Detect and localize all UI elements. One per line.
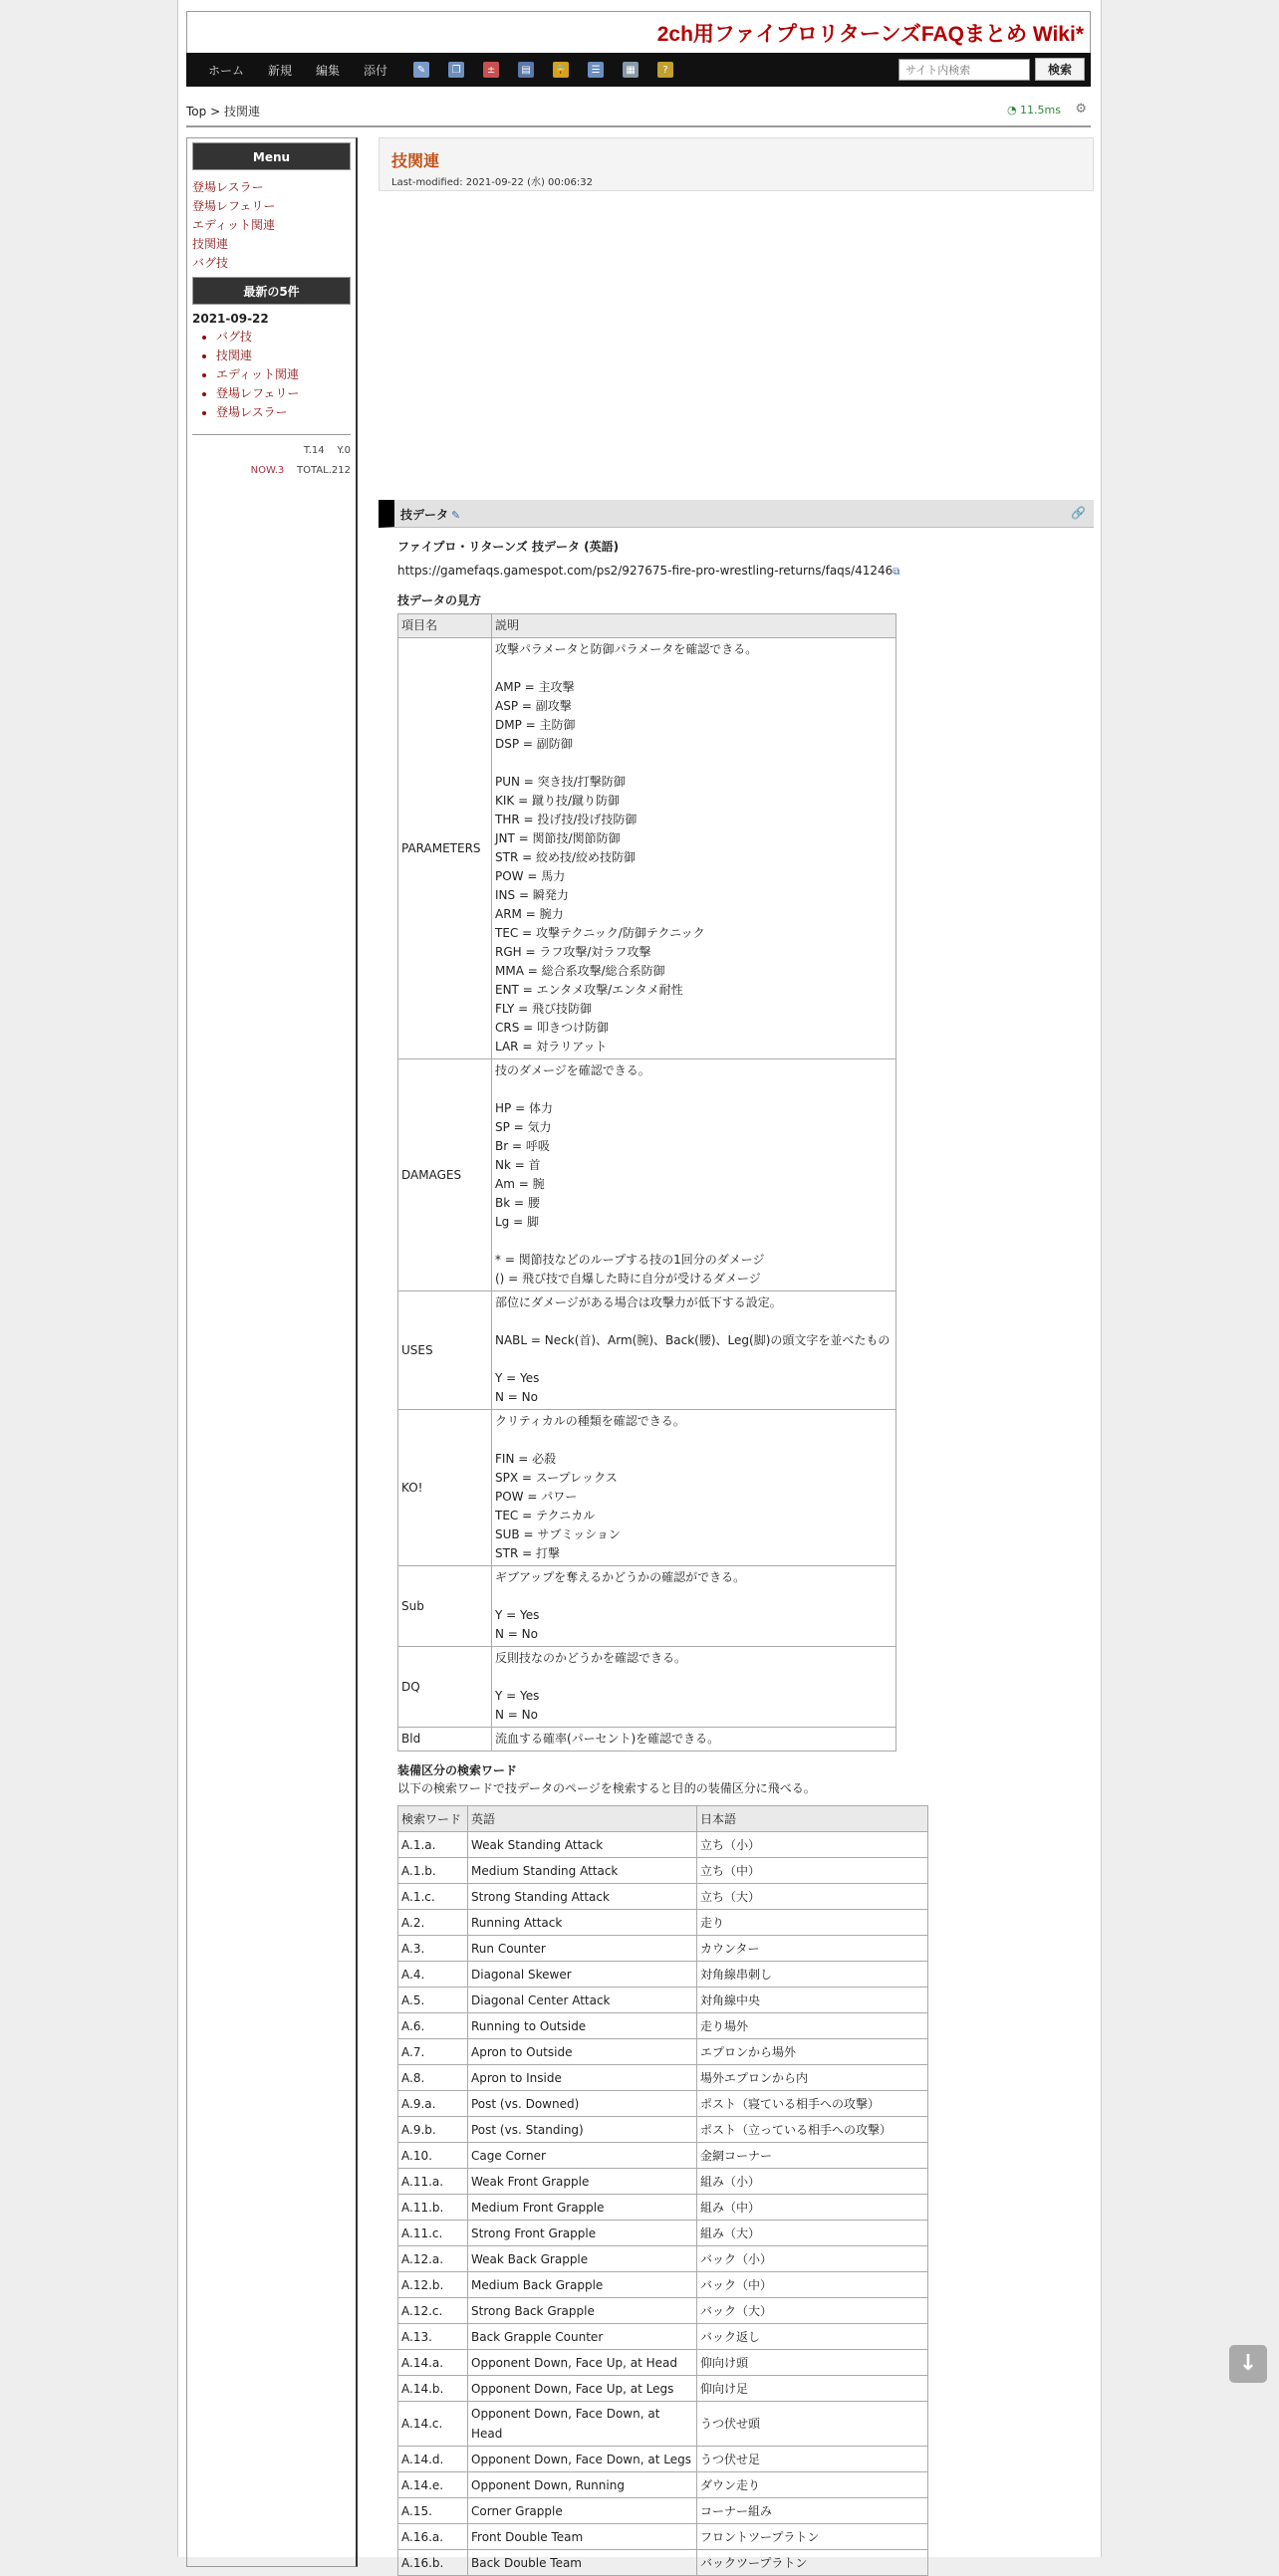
table-cell: クリティカルの種類を確認できる。 FIN = 必殺 SPX = スープレックス POW = パワー TEC = テクニカル SUB = サブミッション STR = 打撃 — [492, 1410, 896, 1566]
table-cell: Apron to Outside — [468, 2039, 697, 2065]
table-cell: DAMAGES — [398, 1059, 492, 1291]
counter-total: TOTAL.212 — [297, 465, 351, 476]
table-cell: A.11.b. — [398, 2195, 468, 2221]
table-header-row — [398, 1806, 928, 1832]
table-cell: A.2. — [398, 1910, 468, 1936]
table-cell: 組み（中） — [697, 2195, 928, 2221]
table-cell: A.11.c. — [398, 2221, 468, 2246]
table-row — [398, 1059, 896, 1291]
table-header: 英語 — [468, 1806, 697, 1832]
table-cell: A.14.d. — [398, 2447, 468, 2472]
table-cell: A.1.b. — [398, 1858, 468, 1884]
table-cell: 技のダメージを確認できる。 HP = 体力 SP = 気力 Br = 呼吸 Nk = 首 Am = 腕 Bk = 腰 Lg = 脚 * = 関節技などのループする技の1回分のダメージ () = 飛び技で自爆した時に自分が受けるダメージ — [492, 1059, 896, 1291]
table-cell: 部位にダメージがある場合は攻撃力が低下する設定。 NABL = Neck(首)、Arm(腕)、Back(腰)、Leg(脚)の頭文字を並べたもの Y = Yes N = No — [492, 1291, 896, 1410]
page-wrapper — [177, 0, 1102, 2570]
table-row — [398, 1566, 896, 1647]
subheading-move-data: ファイプロ・リターンズ 技データ (英語) — [397, 540, 620, 554]
breadcrumb-top[interactable]: Top — [186, 105, 207, 118]
recent-item[interactable]: • 登場レスラー — [216, 403, 351, 422]
new-page-icon[interactable]: ✎ — [413, 62, 429, 78]
legend-table — [397, 613, 896, 1752]
render-time: ◔ 11.5ms — [1006, 104, 1061, 117]
table-row — [398, 1884, 928, 1910]
table-row — [398, 1858, 928, 1884]
table-row — [398, 2117, 928, 2143]
table-cell: Diagonal Skewer — [468, 1962, 697, 1988]
table-cell: カウンター — [697, 1936, 928, 1962]
table-cell: 流血する確率(パーセント)を確認できる。 — [492, 1728, 896, 1752]
table-cell: Medium Front Grapple — [468, 2195, 697, 2221]
table-cell: Strong Standing Attack — [468, 1884, 697, 1910]
table-cell: Running Attack — [468, 1910, 697, 1936]
table-cell: Post (vs. Downed) — [468, 2091, 697, 2117]
table-row — [398, 2298, 928, 2324]
backup-icon[interactable]: ▤ — [518, 62, 534, 78]
table-cell: Front Double Team — [468, 2524, 697, 2550]
table-cell: KO! — [398, 1410, 492, 1566]
table-row — [398, 2472, 928, 2498]
search-words-description: 以下の検索ワードで技データのページを検索すると目的の装備区分に飛べる。 — [397, 1781, 816, 1795]
table-cell: 組み（小） — [697, 2169, 928, 2195]
last-modified: Last-modified: 2021-09-22 (水) 00:06:32 — [391, 177, 593, 188]
table-cell: Bld — [398, 1728, 492, 1752]
table-row — [398, 1728, 896, 1752]
table-row — [398, 2065, 928, 2091]
recent-heading: 最新の5件 — [192, 277, 351, 305]
table-cell: USES — [398, 1291, 492, 1410]
table-row — [398, 2272, 928, 2298]
freeze-icon[interactable]: 🔒 — [553, 62, 569, 78]
table-row — [398, 2524, 928, 2550]
table-cell: ダウン走り — [697, 2472, 928, 2498]
table-cell: エプロンから場外 — [697, 2039, 928, 2065]
table-cell: Opponent Down, Face Up, at Head — [468, 2350, 697, 2376]
menu-heading: Menu — [192, 142, 351, 170]
title-box — [379, 137, 1094, 191]
subheading-search-words: 装備区分の検索ワード — [397, 1763, 518, 1777]
table-cell: Opponent Down, Face Up, at Legs — [468, 2376, 697, 2402]
table-cell: A.13. — [398, 2324, 468, 2350]
table-row — [398, 2350, 928, 2376]
table-row — [398, 2091, 928, 2117]
search-word-table — [397, 1805, 928, 2576]
recent-date: 2021-09-22 — [192, 312, 269, 326]
table-cell: Run Counter — [468, 1936, 697, 1962]
table-row — [398, 2195, 928, 2221]
table-cell: 場外エプロンから内 — [697, 2065, 928, 2091]
table-header: 日本語 — [697, 1806, 928, 1832]
table-cell: Weak Standing Attack — [468, 1832, 697, 1858]
nav-new[interactable]: 新規 — [268, 63, 293, 78]
section-heading: 技データ ✎ 🔗 — [379, 500, 1094, 528]
table-cell: 立ち（小） — [697, 1832, 928, 1858]
search-word-table-body — [398, 1832, 928, 2576]
table-row — [398, 2221, 928, 2246]
sidebar-menu — [186, 137, 358, 2567]
table-cell: 仰向け足 — [697, 2376, 928, 2402]
table-row — [398, 2550, 928, 2576]
table-cell: Post (vs. Standing) — [468, 2117, 697, 2143]
menu-list — [192, 170, 351, 277]
diff-icon[interactable]: ± — [483, 62, 499, 78]
table-cell: Sub — [398, 1566, 492, 1647]
table-row — [398, 1910, 928, 1936]
table-header: 説明 — [492, 614, 896, 638]
table-cell: コーナー組み — [697, 2498, 928, 2524]
menu-item-referees[interactable]: 登場レフェリー — [192, 199, 276, 213]
table-cell: Back Double Team — [468, 2550, 697, 2576]
table-row — [398, 1988, 928, 2013]
link-icon[interactable]: 🔗 — [1071, 506, 1086, 520]
table-row — [398, 2013, 928, 2039]
table-cell: Weak Front Grapple — [468, 2169, 697, 2195]
section-body — [379, 538, 1094, 2576]
scroll-to-bottom-button[interactable] — [1229, 2345, 1267, 2383]
main-content — [379, 137, 1094, 2576]
table-cell: A.12.c. — [398, 2298, 468, 2324]
table-cell: A.9.a. — [398, 2091, 468, 2117]
table-row — [398, 2498, 928, 2524]
table-cell: Diagonal Center Attack — [468, 1988, 697, 2013]
table-row — [398, 1410, 896, 1566]
help-icon[interactable]: ? — [657, 62, 673, 78]
gear-icon[interactable]: ⚙ — [1075, 102, 1087, 117]
menu-item-bugs[interactable]: バグ技 — [192, 256, 229, 270]
counter-yesterday: Y.0 — [337, 445, 351, 456]
table-cell: うつ伏せ足 — [697, 2447, 928, 2472]
table-cell: Opponent Down, Running — [468, 2472, 697, 2498]
recent-icon[interactable]: ▦ — [623, 62, 639, 78]
external-link-icon: ⧉ — [893, 567, 900, 578]
nav-bar — [186, 53, 1091, 87]
pencil-icon[interactable]: ✎ — [451, 509, 461, 522]
table-cell: フロントツープラトン — [697, 2524, 928, 2550]
table-cell: Cage Corner — [468, 2143, 697, 2169]
table-cell: A.6. — [398, 2013, 468, 2039]
recent-item[interactable]: • 登場レフェリー — [216, 384, 351, 403]
table-cell: Back Grapple Counter — [468, 2324, 697, 2350]
table-cell: Weak Back Grapple — [468, 2246, 697, 2272]
page-title[interactable]: 技関連 — [391, 151, 440, 170]
table-row — [398, 2447, 928, 2472]
recent-item[interactable]: • エディット関連 — [216, 365, 351, 384]
table-row — [398, 1832, 928, 1858]
table-header: 検索ワード — [398, 1806, 468, 1832]
table-row — [398, 2039, 928, 2065]
table-cell: バックツープラトン — [697, 2550, 928, 2576]
table-row — [398, 2324, 928, 2350]
table-cell: A.14.a. — [398, 2350, 468, 2376]
table-cell: うつ伏せ頭 — [697, 2402, 928, 2447]
table-cell: Strong Back Grapple — [468, 2298, 697, 2324]
nav-home[interactable]: ホーム — [208, 63, 245, 78]
table-cell: A.1.c. — [398, 1884, 468, 1910]
counter-now: NOW.3 — [250, 465, 285, 476]
recent-list — [192, 328, 351, 422]
search-input[interactable] — [898, 59, 1030, 81]
breadcrumb-current: 技関連 — [223, 105, 260, 118]
table-cell: A.15. — [398, 2498, 468, 2524]
table-row — [398, 1647, 896, 1728]
table-header: 項目名 — [398, 614, 492, 638]
table-cell: 反則技なのかどうかを確認できる。 Y = Yes N = No — [492, 1647, 896, 1728]
table-cell: A.7. — [398, 2039, 468, 2065]
table-cell: PARAMETERS — [398, 638, 492, 1059]
table-row — [398, 638, 896, 1059]
menu-item-edit[interactable]: エディット関連 — [192, 218, 276, 232]
table-row — [398, 2376, 928, 2402]
table-cell: DQ — [398, 1647, 492, 1728]
table-cell: 組み（大） — [697, 2221, 928, 2246]
table-cell: 対角線中央 — [697, 1988, 928, 2013]
table-cell: A.16.a. — [398, 2524, 468, 2550]
menu-item-wrestlers[interactable]: 登場レスラー — [192, 180, 264, 194]
table-header-row — [398, 614, 896, 638]
site-header — [186, 11, 1091, 53]
nav-attach[interactable]: 添付 — [364, 63, 388, 78]
subheading-how-to-read: 技データの見方 — [397, 593, 482, 607]
arrow-down-icon: ↓ — [1238, 2351, 1258, 2376]
table-cell: バック（中） — [697, 2272, 928, 2298]
recent-item[interactable]: • バグ技 — [216, 328, 351, 347]
table-cell: A.10. — [398, 2143, 468, 2169]
menu-item-moves[interactable]: 技関連 — [192, 237, 229, 251]
table-cell: 立ち（大） — [697, 1884, 928, 1910]
gamefaqs-link[interactable]: https://gamefaqs.gamespot.com/ps2/927675-fire-pro-wrestling-returns/faqs/41246⧉ — [397, 564, 900, 578]
table-cell: Strong Front Grapple — [468, 2221, 697, 2246]
speedometer-icon: ◔ — [1006, 104, 1017, 117]
search-button[interactable]: 検索 — [1035, 58, 1085, 81]
ad-space — [379, 191, 1094, 500]
table-cell: A.14.e. — [398, 2472, 468, 2498]
table-row — [398, 1936, 928, 1962]
table-cell: A.1.a. — [398, 1832, 468, 1858]
table-cell: A.11.a. — [398, 2169, 468, 2195]
table-cell: ポスト（寝ている相手への攻撃） — [697, 2091, 928, 2117]
table-cell: Opponent Down, Face Down, at Legs — [468, 2447, 697, 2472]
list-icon[interactable]: ☰ — [588, 62, 604, 78]
recent-item[interactable]: • 技関連 — [216, 347, 351, 365]
table-row — [398, 2246, 928, 2272]
table-cell: 仰向け頭 — [697, 2350, 928, 2376]
copy-page-icon[interactable]: ❐ — [448, 62, 464, 78]
table-cell: Running to Outside — [468, 2013, 697, 2039]
table-cell: A.14.b. — [398, 2376, 468, 2402]
table-cell: バック返し — [697, 2324, 928, 2350]
table-cell: 立ち（中） — [697, 1858, 928, 1884]
table-row — [398, 1291, 896, 1410]
site-title[interactable]: 2ch用ファイプロリターンズFAQまとめ Wiki* — [656, 23, 1084, 46]
table-row — [398, 2402, 928, 2447]
table-cell: A.9.b. — [398, 2117, 468, 2143]
table-cell: A.14.c. — [398, 2402, 468, 2447]
table-cell: 走り場外 — [697, 2013, 928, 2039]
nav-edit[interactable]: 編集 — [316, 63, 341, 78]
table-cell: ポスト（立っている相手への攻撃） — [697, 2117, 928, 2143]
table-cell: 攻撃パラメータと防御パラメータを確認できる。 AMP = 主攻撃 ASP = 副攻撃 DMP = 主防御 DSP = 副防御 PUN = 突き技/打撃防御 KIK = 蹴り技/蹴り防御 THR = 投げ技/投げ技防御 JNT = 関節技/関節防御 STR = 絞め技/絞め技防御 POW = 馬力 INS = 瞬発力 ARM = 腕力 TEC = 攻撃テクニック/防御テクニック RGH = ラフ攻撃/対ラフ攻撃 MMA = 総合系攻撃/総合系防御 ENT = エンタメ攻撃/エンタメ耐性 FLY = 飛び技防御 CRS = 叩きつけ防御 LAR = 対ラリアット — [492, 638, 896, 1059]
breadcrumb — [186, 98, 1091, 127]
table-cell: Opponent Down, Face Down, at Head — [468, 2402, 697, 2447]
table-cell: ギブアップを奪えるかどうかの確認ができる。 Y = Yes N = No — [492, 1566, 896, 1647]
breadcrumb-separator: > — [206, 105, 224, 118]
table-cell: バック（大） — [697, 2298, 928, 2324]
table-cell: 対角線串刺し — [697, 1962, 928, 1988]
table-cell: A.3. — [398, 1936, 468, 1962]
table-cell: A.12.a. — [398, 2246, 468, 2272]
table-cell: バック（小） — [697, 2246, 928, 2272]
table-row — [398, 1962, 928, 1988]
table-cell: A.12.b. — [398, 2272, 468, 2298]
table-row — [398, 2143, 928, 2169]
table-cell: Medium Back Grapple — [468, 2272, 697, 2298]
table-cell: A.4. — [398, 1962, 468, 1988]
table-cell: Corner Grapple — [468, 2498, 697, 2524]
table-cell: A.8. — [398, 2065, 468, 2091]
table-cell: Medium Standing Attack — [468, 1858, 697, 1884]
counter-today: T.14 — [303, 445, 325, 456]
access-counter — [192, 434, 351, 481]
table-cell: A.16.b. — [398, 2550, 468, 2576]
table-row — [398, 2169, 928, 2195]
table-cell: A.5. — [398, 1988, 468, 2013]
table-cell: 金網コーナー — [697, 2143, 928, 2169]
table-cell: 走り — [697, 1910, 928, 1936]
table-cell: Apron to Inside — [468, 2065, 697, 2091]
toolbar-icons — [413, 62, 692, 78]
